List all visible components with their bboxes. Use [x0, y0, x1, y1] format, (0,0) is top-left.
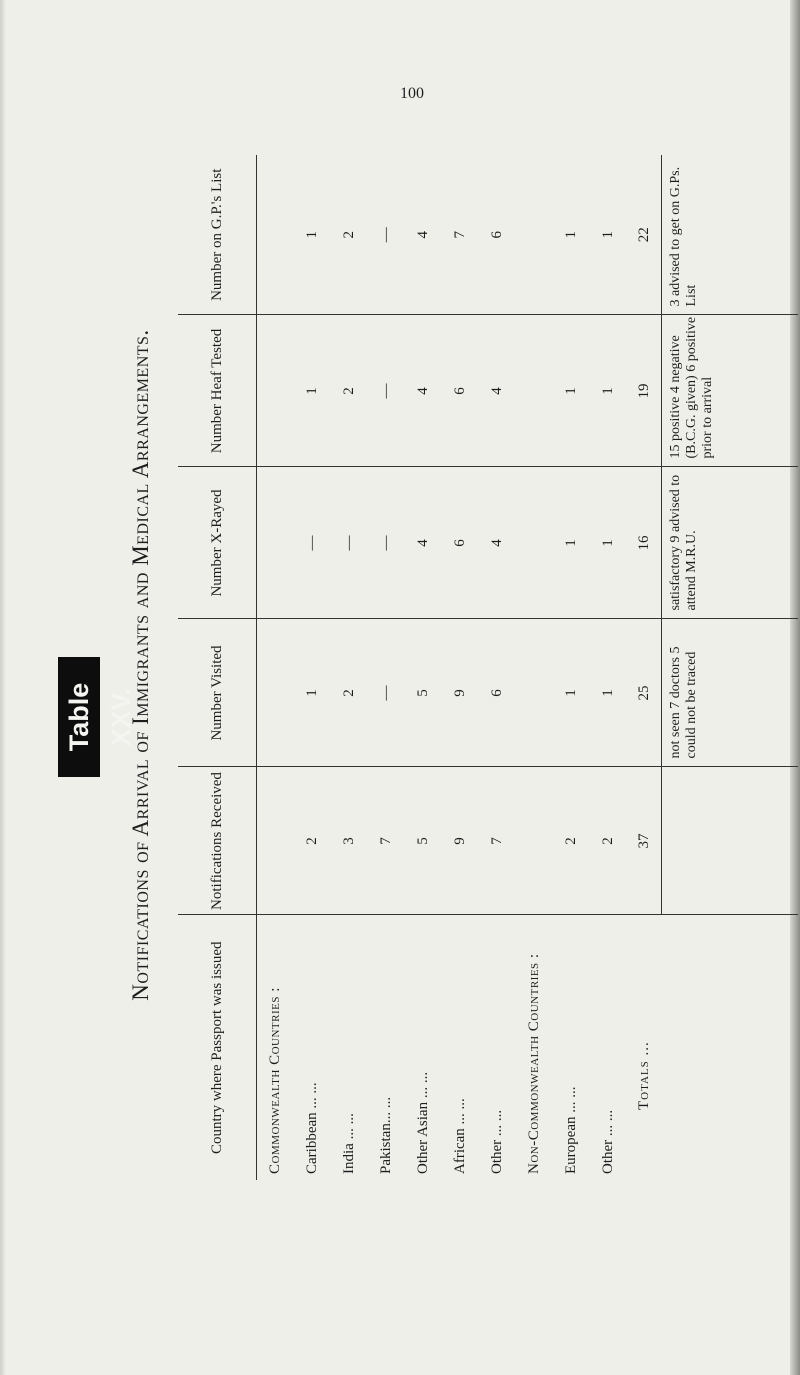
cell: 1 [294, 619, 331, 767]
table-row [294, 155, 331, 1180]
col-notifications: Notifications Received [178, 767, 257, 915]
cell: — [368, 155, 405, 315]
immigrants-table [178, 155, 798, 1180]
cell: 7 [442, 155, 479, 315]
cell: 7 [368, 767, 405, 915]
cell: 4 [405, 467, 442, 619]
cell: — [331, 467, 368, 619]
table-row [331, 155, 368, 1180]
table-row [553, 155, 590, 1180]
cell: 5 [405, 619, 442, 767]
total-cell: 37 [627, 767, 662, 915]
col-xrayed: Number X-Rayed [178, 467, 257, 619]
cell: 1 [553, 619, 590, 767]
note-gp-list: 3 advised to get on G.Ps. List [662, 155, 799, 315]
page-number: 100 [400, 85, 424, 102]
totals-label: Totals ... [635, 1041, 652, 1110]
col-country: Country where Passport was issued [178, 915, 257, 1180]
table-row [405, 155, 442, 1180]
table-row [368, 155, 405, 1180]
cell: 1 [553, 467, 590, 619]
table-title: Notifications of Arrival of Immigrants and Medical Arrangements. [128, 329, 153, 1001]
cell: — [368, 315, 405, 467]
col-gp-list: Number on G.P.'s List [178, 155, 257, 315]
row-label: African ... ... [452, 1098, 468, 1174]
cell: 6 [442, 315, 479, 467]
cell: — [294, 467, 331, 619]
cell: 3 [331, 767, 368, 915]
cell: 1 [553, 315, 590, 467]
total-cell: 16 [627, 467, 662, 619]
cell: 2 [553, 767, 590, 915]
cell: 1 [294, 155, 331, 315]
cell: 2 [331, 315, 368, 467]
row-label: Commonwealth Countries : [267, 987, 283, 1174]
note-visited: not seen 7 doctors 5 could not be traced [662, 619, 799, 767]
table-row [442, 155, 479, 1180]
cell: 2 [331, 619, 368, 767]
cell: 1 [590, 315, 627, 467]
cell: 1 [590, 155, 627, 315]
cell: 9 [442, 619, 479, 767]
cell: 5 [405, 767, 442, 915]
cell: 2 [331, 155, 368, 315]
note-xrayed: satisfactory 9 advised to attend M.R.U. [662, 467, 799, 619]
totals-row [627, 155, 662, 1180]
total-cell: 19 [627, 315, 662, 467]
row-label: Caribbean ... ... [304, 1082, 320, 1174]
cell: 1 [294, 315, 331, 467]
table-row [516, 155, 553, 1180]
row-label: Other ... ... [600, 1109, 616, 1174]
cell: 6 [442, 467, 479, 619]
table-row [257, 155, 295, 1180]
cell: 6 [479, 155, 516, 315]
note-heaf: 15 positive 4 negative (B.C.G. given) 6 positive prior to arrival [662, 315, 799, 467]
row-label: Other ... ... [489, 1109, 505, 1174]
table-row [590, 155, 627, 1180]
cell: 1 [590, 467, 627, 619]
row-label: India ... ... [341, 1113, 357, 1174]
cell: 4 [405, 315, 442, 467]
cell: 1 [590, 619, 627, 767]
cell: 4 [479, 315, 516, 467]
row-label: Non-Commonwealth Countries : [526, 953, 542, 1174]
cell: 7 [479, 767, 516, 915]
cell: 4 [405, 155, 442, 315]
table-row [479, 155, 516, 1180]
cell: 2 [590, 767, 627, 915]
table-label: Table XXV. [58, 657, 100, 777]
cell: 2 [294, 767, 331, 915]
col-heaf: Number Heaf Tested [178, 315, 257, 467]
total-cell: 25 [627, 619, 662, 767]
cell: 1 [553, 155, 590, 315]
col-visited: Number Visited [178, 619, 257, 767]
cell: 9 [442, 767, 479, 915]
cell: — [368, 467, 405, 619]
header-row [178, 155, 257, 1180]
cell: 4 [479, 467, 516, 619]
notes-row [662, 155, 799, 1180]
row-label: Pakistan... ... [378, 1096, 394, 1174]
cell: 6 [479, 619, 516, 767]
cell: — [368, 619, 405, 767]
row-label: European ... ... [563, 1086, 579, 1174]
total-cell: 22 [627, 155, 662, 315]
row-label: Other Asian ... ... [415, 1071, 431, 1174]
